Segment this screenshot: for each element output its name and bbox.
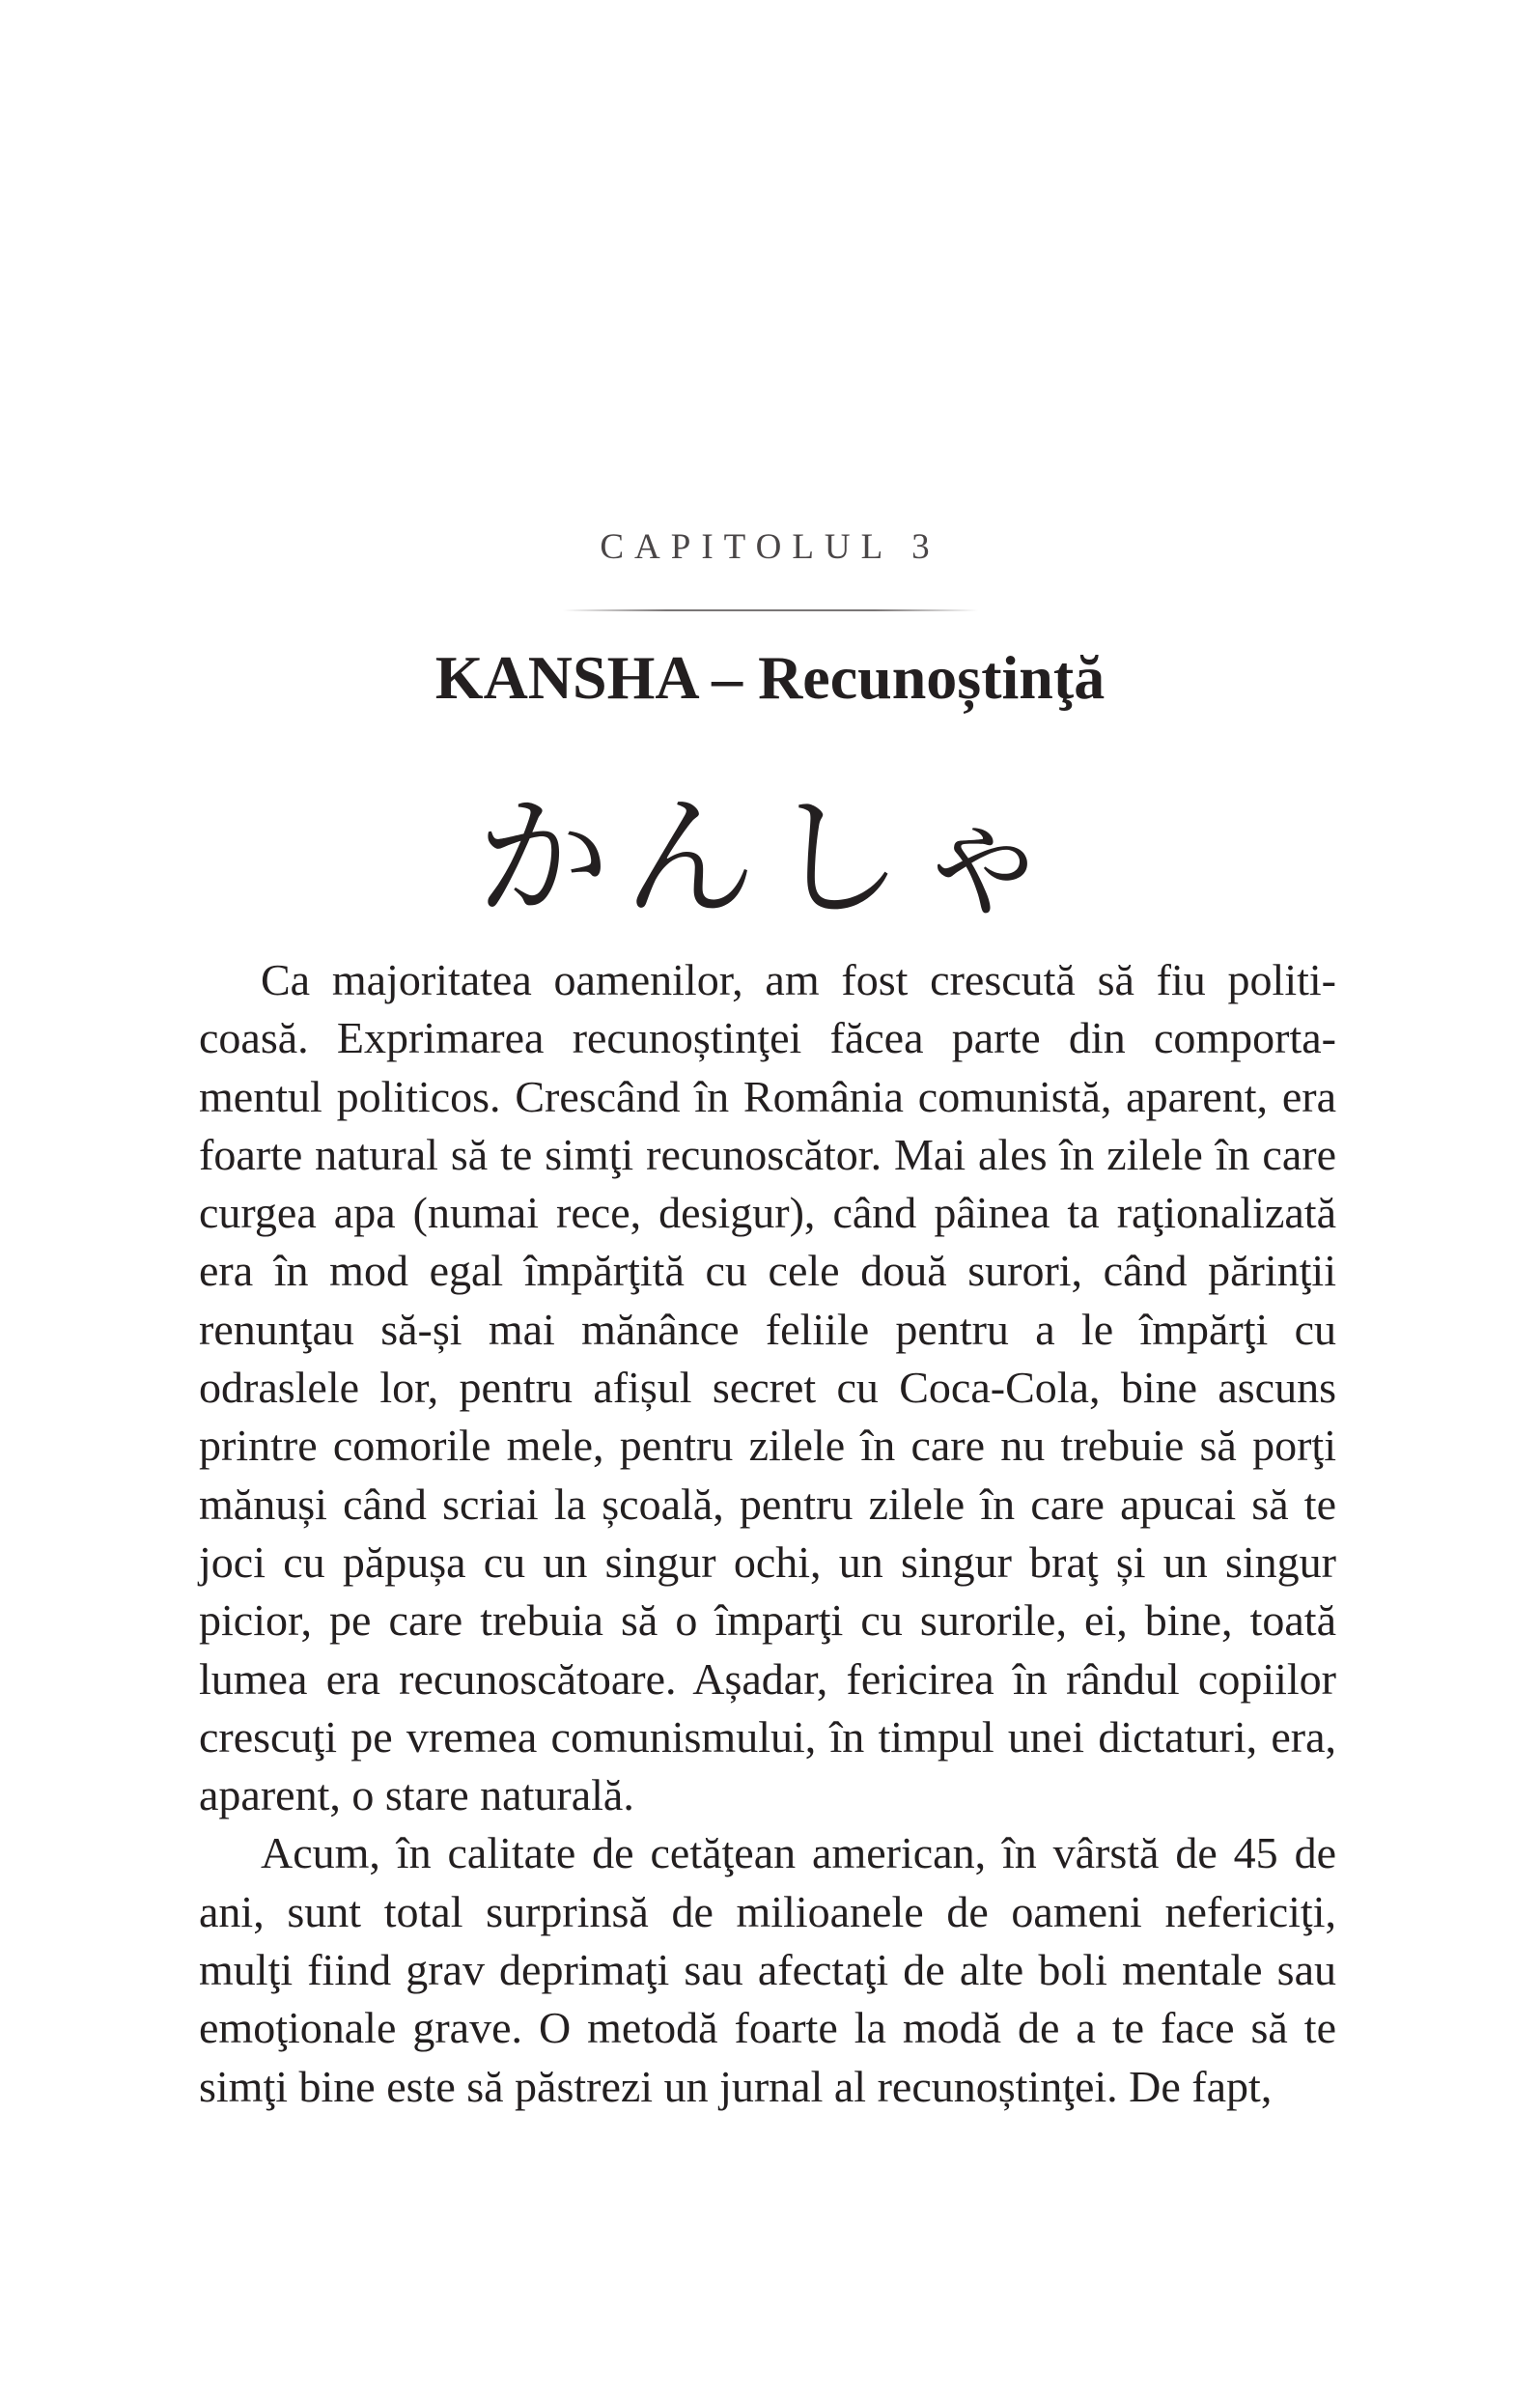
chapter-title: KANSHA – Recunoștinţă <box>434 643 1106 712</box>
paragraph-1: Ca majoritatea oamenilor, am fost crescută să fiu politicoasă. Exprimarea recunoștinţei făcea parte din comportamentul politicos. Crescând în România comunistă, aparent, era foarte natural să te simţi recunoscător. Mai ales în zilele în care curgea apa (numai rece, desigur), când pâinea ta raţionalizată era în mod egal împărţită cu cele două surori, când părinţii renunţau să-și mai mănânce feliile pentru a le împărţi cu odraslele lor, pentru afișul secret cu Coca-Cola, bine ascuns printre comorile mele, pentru zilele în care nu trebuie să porţi mănuși când scriai la școală, pentru zilele în care apucai să te joci cu păpușa cu un singur ochi, un singur braţ și un singur picior, pe care trebuia să o împarţi cu surorile, ei, bine, toată lumea era recunoscătoare. Așadar, fericirea în rândul copiilor crescuţi pe vremea comunismului, în timpul unei dictaturi, era, aparent, o stare naturală. <box>199 955 1336 1820</box>
chapter-label: CAPITOLUL 3 <box>600 527 940 567</box>
paragraph-2: Acum, în calitate de cetăţean american, în vârstă de 45 de ani, sunt total surprinsă de milioanele de oameni nefericiţi, mulţi fiind grav deprimaţi sau afectaţi de alte boli mentale sau emoţionale grave. O metodă foarte la modă de a te face să te simţi bine este să păstrezi un jurnal al recunoștinţei. De fapt, <box>199 1828 1336 2111</box>
chapter-kana: かんしゃ <box>476 780 1064 936</box>
chapter-body <box>199 951 1336 2116</box>
chapter-divider <box>563 609 978 611</box>
